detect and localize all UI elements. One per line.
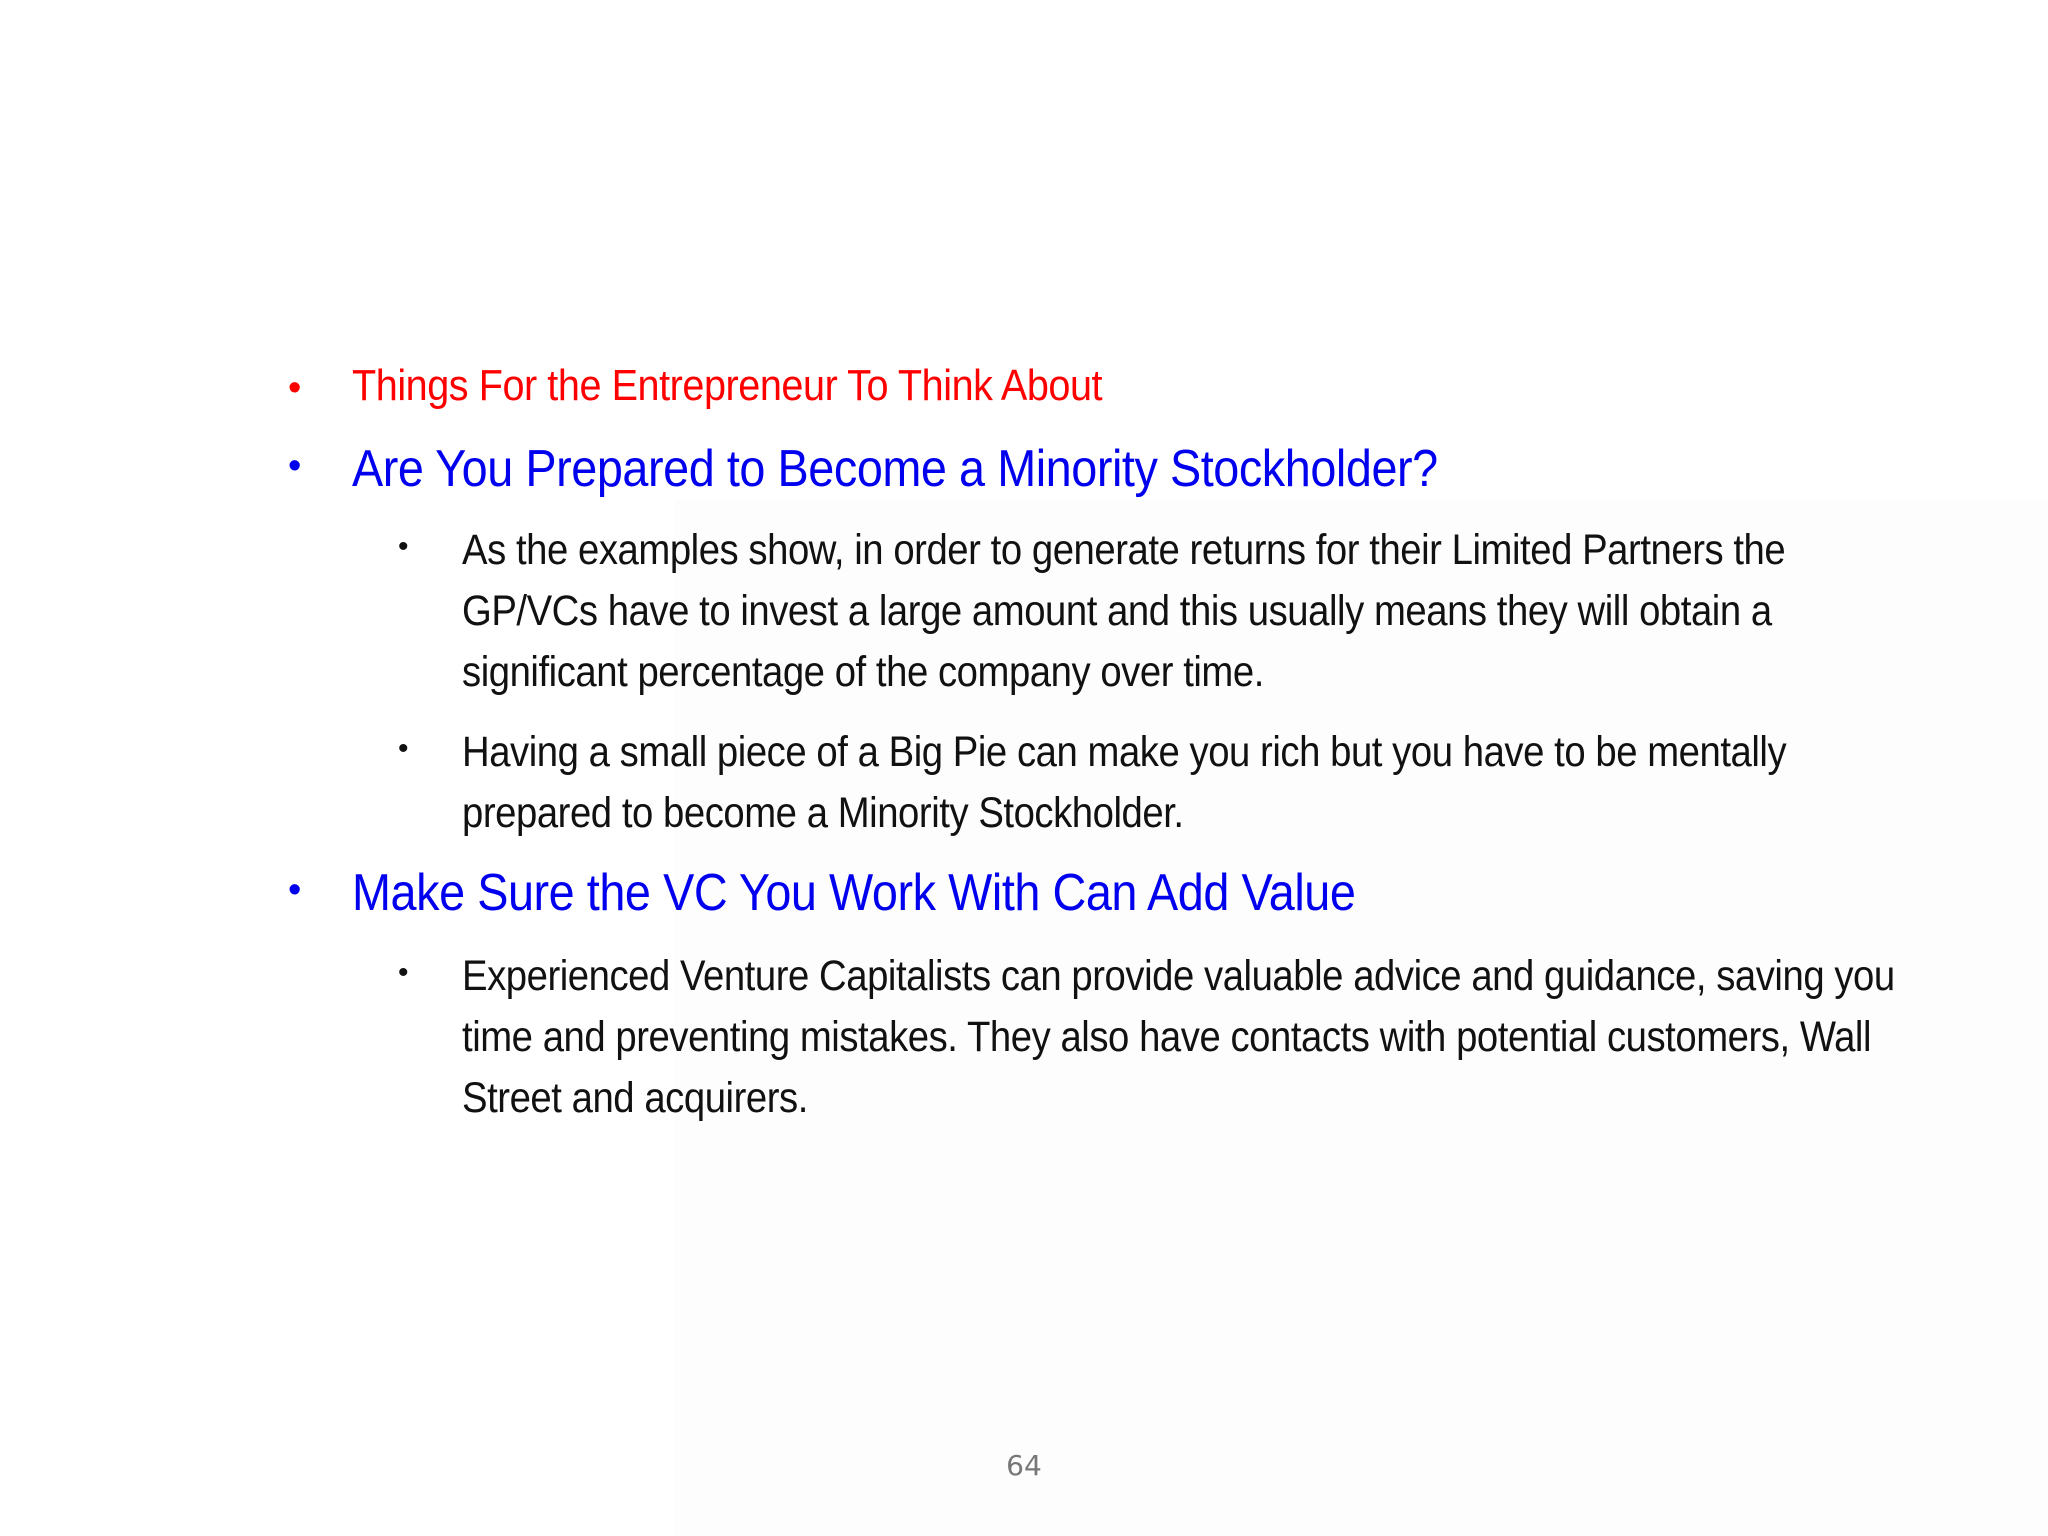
detail-bullet-item	[398, 722, 2048, 844]
detail-text: Having a small piece of a Big Pie can make you rich but you have to be mentally prepared to become a Minority Stockholder.	[462, 728, 1787, 837]
bullet-icon: •	[398, 530, 409, 563]
section-heading: Are You Prepared to Become a Minority Stockholder?	[352, 440, 1438, 498]
bullet-icon: •	[288, 367, 302, 409]
page-number: 64	[1006, 1449, 1042, 1482]
detail-bullet-item	[398, 946, 2048, 1129]
section-heading: Make Sure the VC You Work With Can Add Value	[352, 864, 1356, 922]
bullet-icon: •	[288, 869, 302, 911]
section-bullet-item	[288, 862, 1467, 924]
section-bullet-item	[288, 438, 1558, 500]
bullet-icon: •	[398, 732, 409, 765]
detail-text: As the examples show, in order to generate returns for their Limited Partners the GP/VCs have to invest a large amount and this usually means they will obtain a significant percentage of the company over time.	[462, 526, 1786, 696]
detail-bullet-item	[398, 520, 2048, 703]
heading-text: Things For the Entrepreneur To Think About	[352, 361, 1103, 410]
bullet-icon: •	[398, 956, 409, 989]
detail-text: Experienced Venture Capitalists can provide valuable advice and guidance, saving you time and preventing mistakes. They also have contacts with potential customers, Wall Street and acquirers.	[462, 952, 1895, 1122]
heading-bullet-item	[288, 360, 1185, 416]
bullet-icon: •	[288, 445, 302, 487]
